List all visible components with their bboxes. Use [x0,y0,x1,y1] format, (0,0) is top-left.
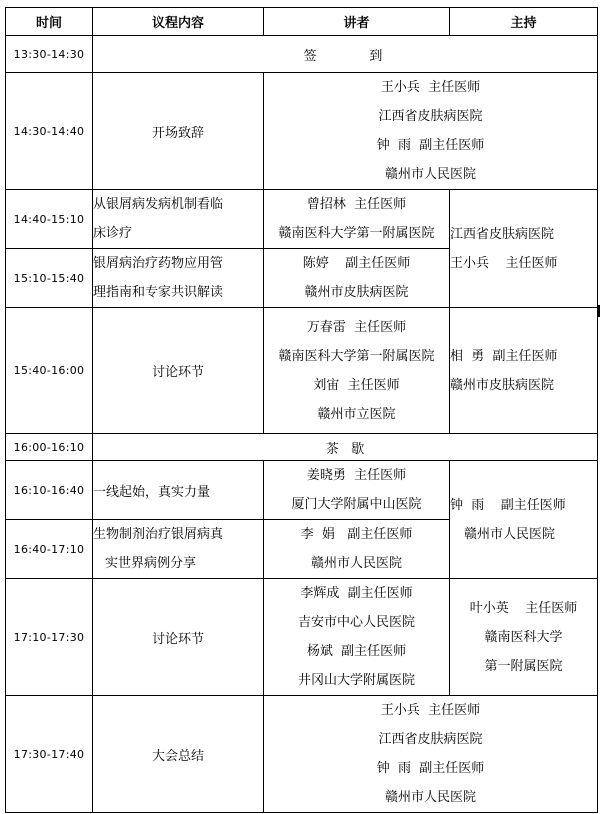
speaker-line: 江西省皮肤病医院 [378,732,483,747]
topic-cell [93,520,264,579]
host-line: 赣州市人民医院 [464,526,556,542]
host-line: 第一附属医院 [484,658,563,674]
speaker-line: 万春雷 主任医师 [306,319,407,335]
topic-line: 理指南和专家共识解读 [93,285,224,300]
time-cell: 14:30-14:40 [6,73,93,190]
speaker-line: 李 娟 副主任医师 [300,527,413,542]
topic-line: 床诊疗 [93,226,133,241]
host-cell [450,461,598,579]
speaker-line: 赣州市立医院 [317,406,396,422]
time-cell: 15:40-16:00 [6,308,93,434]
host-cell [450,579,598,696]
topic-line: 从银屑病发病机制看临 [93,197,224,212]
header-time: 时间 [6,8,93,36]
table-row [6,73,598,190]
topic-cell [93,190,264,249]
speaker-line: 钟 雨 副主任医师 [376,138,485,153]
time-cell: 15:10-15:40 [6,249,93,308]
speaker-line: 王小兵 主任医师 [380,80,481,95]
topic-cell: 讨论环节 [93,308,264,434]
speaker-cell [264,520,450,579]
agenda-table [5,7,598,813]
time-cell: 14:40-15:10 [6,190,93,249]
table-row [6,308,598,434]
time-cell: 13:30-14:30 [6,36,93,73]
merged-title-cell: 签 到 [93,36,598,73]
speaker-cell [264,579,450,696]
merged-title-cell: 茶 歇 [93,434,598,461]
speaker-line: 赣州市皮肤病医院 [304,285,409,300]
time-cell: 16:00-16:10 [6,434,93,461]
speaker-cell [264,696,598,813]
speaker-cell [264,190,450,249]
topic-cell: 大会总结 [93,696,264,813]
topic-line: 生物制剂治疗银屑病真 [93,527,224,542]
table-row [6,190,598,249]
table-row [6,461,598,520]
header-row [6,8,598,36]
time-cell: 17:30-17:40 [6,696,93,813]
speaker-line: 井冈山大学附属医院 [297,673,415,688]
table-row [6,36,598,73]
table-resize-marker [598,305,600,317]
speaker-cell [264,308,450,434]
host-cell [450,190,598,308]
speaker-cell [264,73,598,190]
topic-cell: 讨论环节 [93,579,264,696]
host-line: 赣南医科大学 [484,629,563,645]
time-cell: 16:40-17:10 [6,520,93,579]
host-line: 叶小英 主任医师 [469,600,578,616]
speaker-line: 杨斌 副主任医师 [306,644,407,659]
speaker-line: 吉安市中心人民医院 [297,615,415,630]
speaker-line: 曾招林 主任医师 [306,197,407,212]
topic-line: 实世界病例分享 [105,556,197,571]
host-cell [450,308,598,434]
speaker-line: 赣南医科大学第一附属医院 [278,226,435,241]
table-row [6,579,598,696]
speaker-line: 赣州市人民医院 [310,556,402,571]
speaker-line: 王小兵 主任医师 [380,703,481,718]
topic-cell: 开场致辞 [93,73,264,190]
table-row [6,434,598,461]
time-cell: 17:10-17:30 [6,579,93,696]
time-cell: 16:10-16:40 [6,461,93,520]
speaker-line: 刘宙 主任医师 [313,377,400,393]
speaker-line: 陈婷 副主任医师 [302,256,411,271]
host-line: 钟 雨 副主任医师 [450,497,566,513]
speaker-line: 厦门大学附属中山医院 [291,497,422,512]
header-host: 主持 [450,8,598,36]
speaker-line: 赣州市人民医院 [384,167,476,182]
speaker-line: 李辉成 副主任医师 [300,586,413,601]
speaker-cell [264,249,450,308]
topic-cell: 一线起始，真实力量 [93,461,264,520]
host-line: 王小兵 主任医师 [450,255,558,271]
speaker-line: 姜晓勇 主任医师 [306,468,407,483]
topic-line: 银屑病治疗药物应用管 [93,256,224,271]
header-agenda: 议程内容 [93,8,264,36]
topic-cell [93,249,264,308]
speaker-line: 赣州市人民医院 [384,790,476,805]
host-line: 江西省皮肤病医院 [450,226,555,242]
speaker-line: 钟 雨 副主任医师 [376,761,485,776]
table-row [6,696,598,813]
host-line: 相 勇 副主任医师 [450,348,558,364]
speaker-cell [264,461,450,520]
host-line: 赣州市皮肤病医院 [450,377,555,393]
header-speaker: 讲者 [264,8,450,36]
speaker-line: 江西省皮肤病医院 [378,109,483,124]
speaker-line: 赣南医科大学第一附属医院 [278,348,435,364]
